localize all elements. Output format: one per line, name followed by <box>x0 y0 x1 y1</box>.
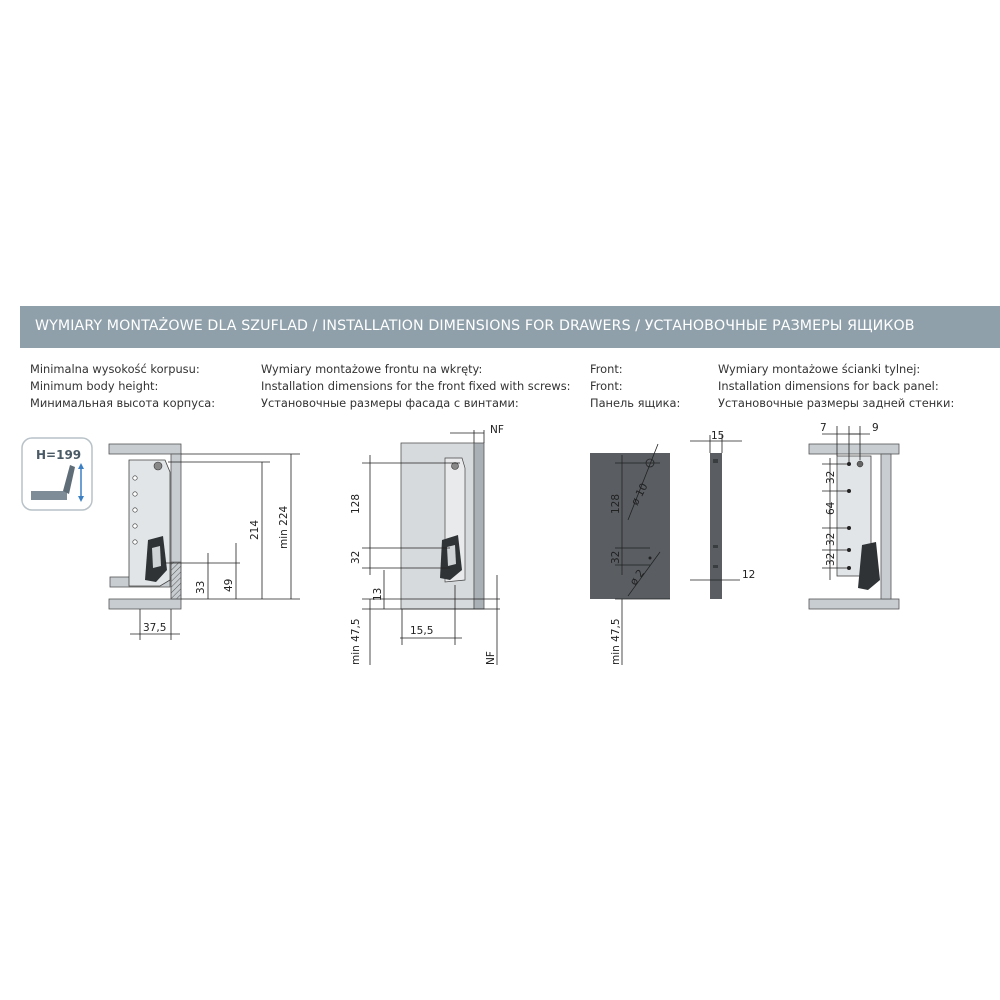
cabinet-bottom-panel <box>109 599 181 609</box>
dim-33: 33 <box>195 580 207 594</box>
diagram-min-body-height <box>109 444 300 640</box>
cabinet-top-panel <box>109 444 181 454</box>
caption-ru: Установочные размеры задней стенки: <box>718 396 955 410</box>
dim-64: 64 <box>825 501 837 515</box>
diagram-front-screws <box>350 424 504 665</box>
dim-min-47-5: min 47,5 <box>610 618 622 665</box>
dim-13: 13 <box>372 587 384 601</box>
dim-49: 49 <box>223 578 235 592</box>
caption-pl: Front: <box>590 362 623 376</box>
section-title: WYMIARY MONTAŻOWE DLA SZUFLAD / INSTALLATION DIMENSIONS FOR DRAWERS / УСТАНОВОЧНЫЕ РАЗМЕРЫ ЯЩИКОВ <box>35 318 915 334</box>
diagram-front-panel <box>590 444 670 665</box>
dim-nf-top: NF <box>490 424 504 436</box>
dim-15: 15 <box>711 430 725 442</box>
dim-32-mid: 32 <box>825 532 837 546</box>
height-badge <box>22 438 92 510</box>
caption-ru: Установочные размеры фасада с винтами: <box>261 396 519 410</box>
dim-12: 12 <box>742 569 756 581</box>
drawer-icon <box>31 491 67 500</box>
dim-128: 128 <box>610 493 622 514</box>
diagram-back-panel <box>809 422 899 609</box>
dim-min-47-5: min 47,5 <box>350 618 362 665</box>
dim-diameter-10: ø 10 <box>629 481 651 508</box>
dim-32: 32 <box>350 550 362 564</box>
caption-ru: Панель ящика: <box>590 396 681 410</box>
dim-128: 128 <box>350 493 362 514</box>
dim-min-224: min 224 <box>278 505 290 549</box>
dim-diameter-2: ø 2 <box>627 567 648 588</box>
dim-9: 9 <box>872 422 879 434</box>
dim-37-5: 37,5 <box>143 622 167 634</box>
caption-ru: Минимальная высота корпуса: <box>30 396 216 410</box>
dim-32-top: 32 <box>825 470 837 484</box>
front-panel-side <box>710 453 722 599</box>
caption-en: Minimum body height: <box>30 379 159 393</box>
dim-15-5: 15,5 <box>410 625 434 637</box>
dim-214: 214 <box>249 519 261 540</box>
diagram-front-side <box>690 430 755 599</box>
caption-en: Installation dimensions for the front fixed with screws: <box>261 379 571 393</box>
height-badge-label: H=199 <box>36 448 82 462</box>
dim-7: 7 <box>820 422 827 434</box>
dim-32-bottom: 32 <box>825 552 837 566</box>
caption-en: Installation dimensions for back panel: <box>718 379 939 393</box>
caption-pl: Minimalna wysokość korpusu: <box>30 362 200 376</box>
caption-pl: Wymiary montażowe ścianki tylnej: <box>718 362 921 376</box>
caption-en: Front: <box>590 379 623 393</box>
dim-nf-bottom: NF <box>485 651 497 665</box>
caption-pl: Wymiary montażowe frontu na wkręty: <box>261 362 483 376</box>
dim-32: 32 <box>610 550 622 564</box>
